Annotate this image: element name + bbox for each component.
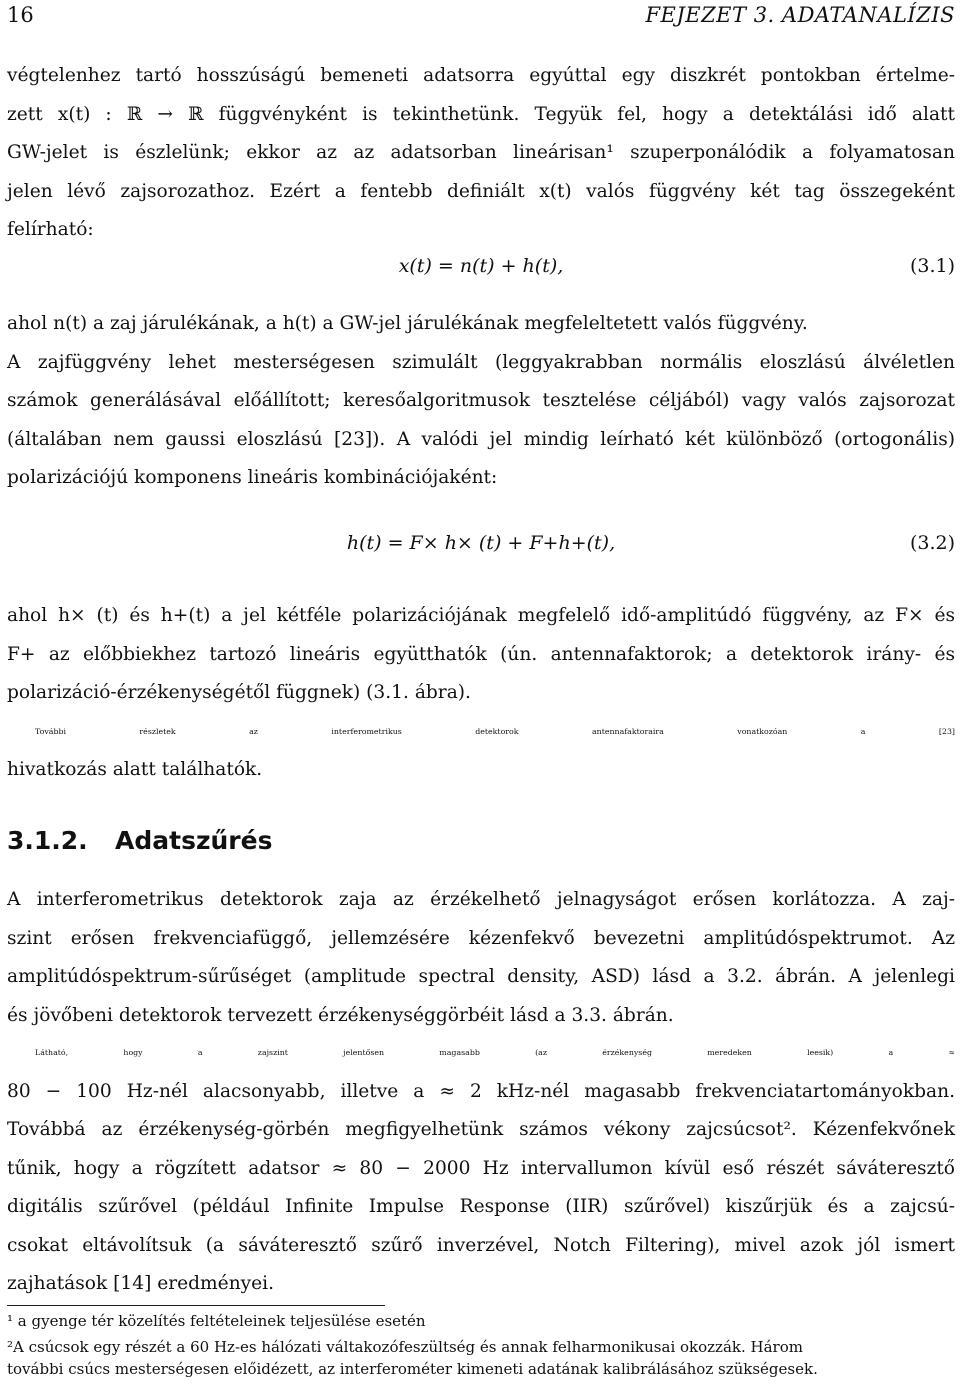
- text-line: tűnik, hogy a rögzített adatsor ≈ 80 − 2000 Hz intervallumon kívül eső részét sáváteresztő: [7, 1157, 955, 1179]
- section-title: Adatszűrés: [115, 826, 273, 855]
- text-line: végtelenhez tartó hosszúságú bemeneti adatsorra egyúttal egy diszkrét pontokban értelme-: [7, 65, 955, 86]
- footnote-2: [7, 1336, 955, 1380]
- footnote-text: ²A csúcsok egy részét a 60 Hz-es hálózati váltakozófeszültség és annak felharmonikusai okozzák. Három: [7, 1338, 803, 1356]
- text-line: A interferometrikus detektorok zaja az érzékelhető jelnagyságot erősen korlátozza. A zaj-: [7, 889, 955, 910]
- text-line: jelen lévő zajsorozathoz. Ezért a fentebb definiált x(t) valós függvény két tag összegeként: [7, 180, 955, 202]
- section-number: 3.1.2.: [7, 826, 88, 855]
- text-line: A zajfüggvény lehet mesterségesen szimulált (leggyakrabban normális eloszlású álvéletlen: [7, 351, 955, 373]
- paragraph-5: [7, 1034, 955, 1304]
- text-line: polarizáció-érzékenységétől függnek) (3.1. ábra).: [7, 682, 471, 703]
- text-line: szint erősen frekvenciafüggő, jellemzésére kézenfekvő bevezetni amplitúdóspektrumot. Az: [7, 927, 955, 949]
- footnote-1: [7, 1310, 955, 1332]
- text-line: amplitúdóspektrum-sűrűséget (amplitude spectral density, ASD) lásd a 3.2. ábrán. A jelenlegi: [7, 966, 955, 987]
- footnote-text: további csúcs mesterségesen előidézett, az interferométer kimeneti adatának kalibrálásához szükségesek.: [7, 1360, 818, 1378]
- text-line: F+ az előbbiekhez tartozó lineáris együtthatók (ún. antennafaktorok; a detektorok irány- és: [7, 643, 955, 665]
- text-line: (általában nem gaussi eloszlású [23]). A valódi jel mindig leírható két különböző (ortogonális): [7, 428, 955, 450]
- paragraph-2: [7, 305, 955, 498]
- paragraph-3: [7, 597, 955, 790]
- text-line: 80 − 100 Hz-nél alacsonyabb, illetve a ≈ 2 kHz-nél magasabb frekvenciatartományokban.: [7, 1080, 955, 1102]
- text-line: polarizációjú komponens lineáris kombinációjaként:: [7, 467, 498, 488]
- text-line: csokat eltávolítsuk (a sáváteresztő szűrő inverzével, Notch Filtering), mivel azok jól ismert: [7, 1234, 955, 1256]
- equation-number: (3.1): [909, 255, 955, 277]
- text-line: ahol n(t) a zaj járulékának, a h(t) a GW-jel járulékának megfeleltetett valós függvény.: [7, 313, 808, 334]
- paragraph-4: [7, 881, 955, 1035]
- text-line: felírható:: [7, 219, 94, 240]
- text-line: számok generálásával előállított; keresőalgoritmusok tesztelése céljából) vagy valós zajsorozat: [7, 390, 955, 411]
- section-heading: [7, 826, 272, 855]
- running-header: [7, 3, 955, 33]
- chapter-title: FEJEZET 3. ADATANALÍZIS: [645, 3, 955, 27]
- footnote-text: ¹ a gyenge tér közelítés feltételeinek teljesülése esetén: [7, 1312, 426, 1330]
- text-line: és jövőbeni detektorok tervezett érzékenységgörbéit lásd a 3.3. ábrán.: [7, 1004, 674, 1026]
- text-line: További részletek az interferometrikus detektorok antennafaktoraira vonatkozóan a [23]: [35, 726, 955, 736]
- equation-3-2: [7, 532, 955, 572]
- text-line: Látható, hogy a zajszint jelentősen magasabb (az érzékenység meredeken leesik) a ≈: [35, 1048, 955, 1057]
- equation-3-1: [7, 255, 955, 295]
- text-line: digitális szűrővel (például Infinite Impulse Response (IIR) szűrővel) kiszűrjük és a zajcsú-: [7, 1196, 955, 1217]
- text-line: zett x(t) : ℝ → ℝ függvényként is tekinthetünk. Tegyük fel, hogy a detektálási idő alatt: [7, 103, 955, 125]
- page-number: 16: [7, 3, 34, 27]
- text-line: hivatkozás alatt találhatók.: [7, 759, 263, 780]
- text-line: GW-jelet is észlelünk; ekkor az az adatsorban lineárisan¹ szuperponálódik a folyamatosan: [7, 142, 955, 163]
- text-line: zajhatások [14] eredményei.: [7, 1273, 275, 1294]
- equation-formula: x(t) = n(t) + h(t),: [398, 255, 564, 277]
- paragraph-1: [7, 57, 955, 250]
- equation-number: (3.2): [909, 532, 955, 554]
- equation-formula: h(t) = F× h× (t) + F+h+(t),: [346, 532, 616, 554]
- text-line: ahol h× (t) és h+(t) a jel kétféle polarizációjának megfelelő idő-amplitúdó függvény, az F× és: [7, 605, 955, 626]
- text-line: Továbbá az érzékenység-görbén megfigyelhetünk számos vékony zajcsúcsot². Kézenfekvőnek: [7, 1119, 955, 1140]
- footnote-divider: [7, 1305, 385, 1306]
